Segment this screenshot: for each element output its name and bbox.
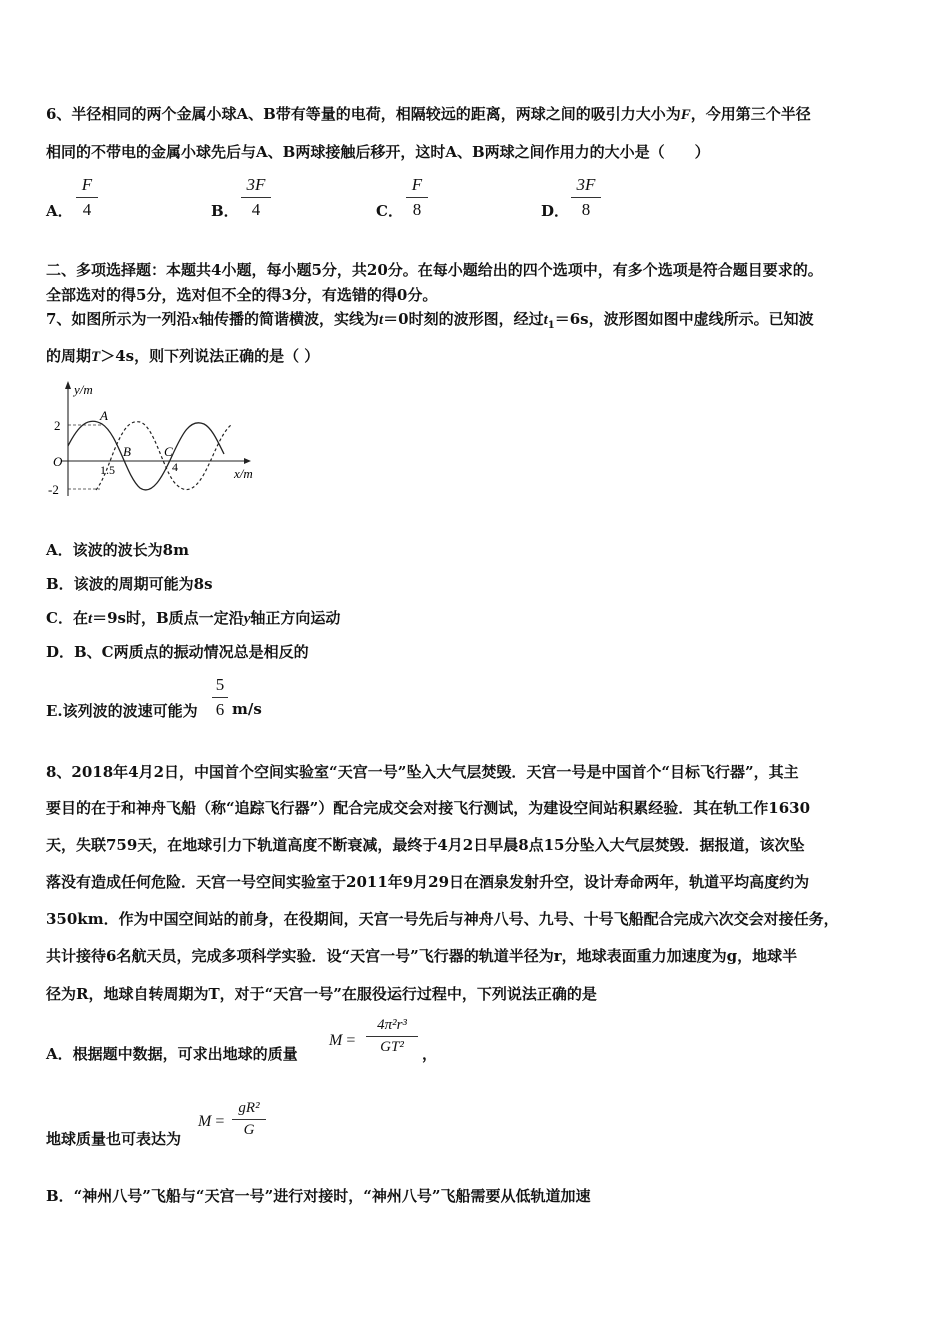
- q8-line-1: 8、2018年4月2日，中国首个空间实验室“天宫一号”坠入大气层焚毁．天宫一号是中国首个“目标飞行器”，其主: [46, 763, 799, 781]
- q7-option-e-unit: m/s: [232, 700, 262, 718]
- q6-line1: [46, 103, 811, 124]
- fraction-bar: [366, 1036, 418, 1037]
- q7-option-d: D．B、C两质点的振动情况总是相反的: [46, 643, 309, 661]
- q8-option-a2-text: 地球质量也可表达为: [46, 1130, 182, 1148]
- q6-text: 6、半径相同的两个金属小球A、B带有等量的电荷，相隔较远的距离，两球之间的吸引力大小为: [46, 105, 681, 123]
- q7-opte-text: E.该列波的波速可能为: [46, 702, 198, 720]
- q7-text-a: 7、如图所示为一列沿: [46, 310, 192, 328]
- x-tick-1-5: 1.5: [100, 463, 115, 477]
- fraction-bar: [232, 1119, 266, 1120]
- q6-option-c-label: C．: [376, 202, 403, 220]
- y-tick-pos: 2: [54, 418, 61, 433]
- fraction-denominator: G: [243, 1122, 255, 1138]
- wave-graph: [44, 376, 274, 506]
- fraction-denominator: 6: [215, 700, 225, 719]
- fraction-numerator: gR²: [238, 1100, 260, 1116]
- q7-text-c: ＝0时刻的波形图，经过: [383, 310, 544, 328]
- x-axis-arrow: [244, 458, 251, 464]
- q7-text-d: ＝6s，波形图如图中虚线所示。已知波: [554, 310, 814, 328]
- q7-optc-var-y: y: [243, 611, 251, 627]
- q7-option-e-fraction: [212, 675, 228, 720]
- y-axis-arrow: [65, 381, 71, 389]
- q8-option-a2-fraction: [232, 1100, 266, 1139]
- fraction-bar: [241, 197, 271, 198]
- formula-eq: =: [346, 1032, 356, 1049]
- fraction-numerator: 3F: [246, 175, 266, 194]
- origin-label: O: [53, 454, 63, 469]
- q7-option-e: [46, 700, 198, 721]
- q8-line-5: 350km．作为中国空间站的前身，在役期间，天宫一号先后与神舟八号、九号、十号飞船配合完成六次交会对接任务，: [46, 910, 839, 928]
- q7-sub-1: 1: [547, 320, 555, 331]
- fraction-numerator: 3F: [576, 175, 596, 194]
- fraction-numerator: F: [411, 175, 423, 194]
- fraction-bar: [76, 197, 98, 198]
- fraction-denominator: GT²: [380, 1039, 404, 1055]
- fraction-numerator: 5: [215, 675, 225, 694]
- fraction-denominator: 4: [82, 200, 92, 219]
- q8-option-a-text: A．根据题中数据，可求出地球的质量: [46, 1045, 298, 1063]
- q7-optc-text-b: ＝9s时，B质点一定沿: [92, 609, 244, 627]
- q7-text-f: ＞4s，则下列说法正确的是（ ）: [100, 347, 320, 365]
- x-tick-4: 4: [172, 460, 178, 474]
- q7-optc-text-c: 轴正方向运动: [250, 609, 341, 627]
- q7-line2: [46, 345, 319, 366]
- q8-option-a-lhs: [329, 1032, 355, 1050]
- q8-line-2: 要目的在于和神舟飞船（称“追踪飞行器”）配合完成交会对接飞行测试，为建设空间站积累经验．其在轨工作1630: [46, 799, 811, 817]
- q8-line-7: 径为R，地球自转周期为T，对于“天宫一号”在服役运行过程中，下列说法正确的是: [46, 985, 597, 1003]
- fraction-denominator: 4: [251, 200, 261, 219]
- q7-var-t1: t: [543, 312, 548, 328]
- q6-option-b-fraction: [241, 175, 271, 220]
- q6-line2: 相同的不带电的金属小球先后与A、B两球接触后移开，这时A、B两球之间作用力的大小是（ ）: [46, 143, 710, 161]
- q8-option-a-fraction: [366, 1017, 418, 1056]
- q6-option-c-fraction: [406, 175, 428, 220]
- fraction-denominator: 8: [581, 200, 591, 219]
- q8-option-a-end: ，: [422, 1045, 438, 1063]
- q7-var-t: t: [378, 312, 384, 328]
- q7-option-a: A．该波的波长为8m: [46, 541, 189, 559]
- q7-var-T: T: [91, 349, 101, 365]
- fraction-bar: [571, 197, 601, 198]
- q7-var-x: x: [191, 312, 199, 328]
- formula-eq: =: [215, 1113, 225, 1130]
- q7-option-b: B．该波的周期可能为8s: [46, 575, 213, 593]
- q8-line-3: 天，失联759天，在地球引力下轨道高度不断衰减，最终于4月2日早晨8点15分坠入大气层焚毁．据报道，该次坠: [46, 836, 805, 854]
- q6-option-b-label: B．: [211, 202, 239, 220]
- fraction-numerator: F: [81, 175, 93, 194]
- y-axis-label: y/m: [74, 382, 93, 397]
- q8-line-6: 共计接待6名航天员，完成多项科学实验．设“天宫一号”飞行器的轨道半径为r，地球表面重力加速度为g，地球半: [46, 947, 798, 965]
- q6-option-d-fraction: [571, 175, 601, 220]
- q7-option-c: [46, 607, 340, 628]
- x-axis-label: x/m: [234, 466, 253, 481]
- q6-text-end: ，今用第三个半径: [690, 105, 811, 123]
- point-c-label: C: [164, 444, 173, 459]
- q7-optc-var-t: t: [87, 611, 93, 627]
- fraction-bar: [212, 697, 228, 698]
- point-a-label: A: [100, 408, 108, 423]
- q8-option-b: B．“神州八号”飞船与“天宫一号”进行对接时，“神州八号”飞船需要从低轨道加速: [46, 1187, 591, 1205]
- fraction-denominator: 8: [412, 200, 422, 219]
- q6-option-d-label: D．: [541, 202, 570, 220]
- section2-line1: 二、多项选择题：本题共4小题，每小题5分，共20分。在每小题给出的四个选项中，有多个选项是符合题目要求的。: [46, 261, 823, 279]
- q6-option-a-fraction: [76, 175, 98, 220]
- q8-line-4: 落没有造成任何危险．天宫一号空间实验室于2011年9月29日在酒泉发射升空，设计寿命两年，轨道平均高度约为: [46, 873, 810, 891]
- formula-lhs: M: [198, 1113, 212, 1130]
- q7-line1: [46, 308, 814, 331]
- y-tick-neg: -2: [48, 482, 59, 497]
- q8-option-a2-lhs: [198, 1113, 224, 1131]
- q6-option-a-label: A．: [46, 202, 73, 220]
- q6-var-f: F: [680, 107, 691, 123]
- fraction-numerator: 4π²r³: [377, 1017, 407, 1033]
- point-b-label: B: [123, 444, 131, 459]
- q7-text-b: 轴传播的简谐横波，实线为: [198, 310, 379, 328]
- q7-text-e: 的周期: [46, 347, 92, 365]
- formula-lhs: M: [329, 1032, 343, 1049]
- fraction-bar: [406, 197, 428, 198]
- q7-optc-text-a: C．在: [46, 609, 88, 627]
- section2-line2: 全部选对的得5分，选对但不全的得3分，有选错的得0分。: [46, 286, 438, 304]
